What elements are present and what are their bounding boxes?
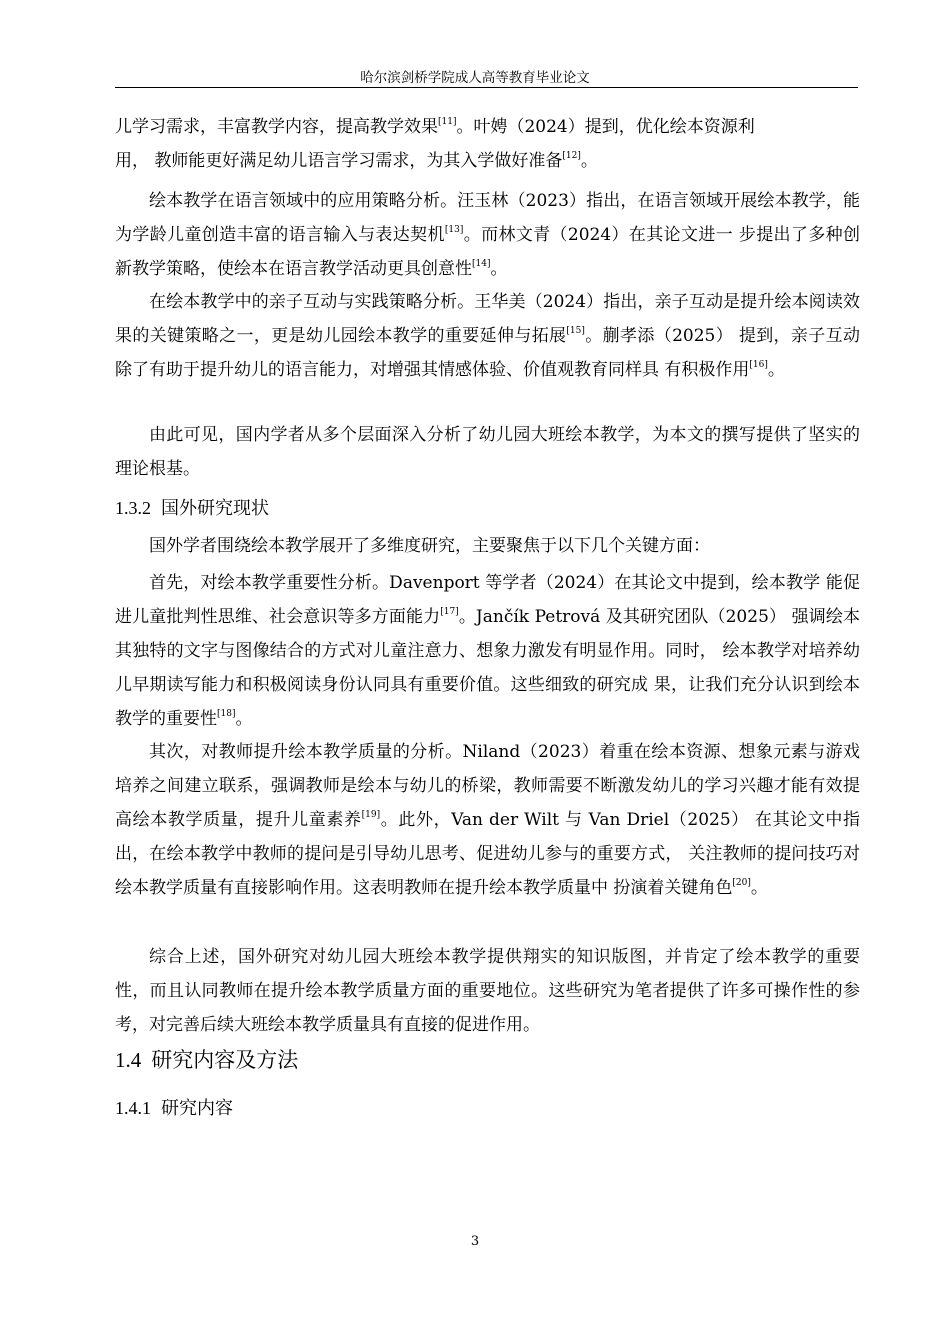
paragraph-5: 国外学者围绕绘本教学展开了多维度研究，主要聚焦于以下几个关键方面： bbox=[149, 536, 710, 556]
section-heading-1-4-1 bbox=[115, 1094, 233, 1120]
text: 。而林文青（2024）在其论文进一 步提出了多种创新教学策略，使绘本在语言教学活动更具创意性 bbox=[115, 225, 861, 279]
heading-number: 1.3.2 bbox=[115, 498, 151, 518]
citation: [12] bbox=[562, 151, 581, 161]
heading-number: 1.4.1 bbox=[115, 1098, 151, 1118]
heading-text: 国外研究现状 bbox=[161, 498, 269, 519]
text: 。蒯孝添（2025） 提到，亲子互动除了有助于提升幼儿的语言能力，对增强其情感体验、价值观教育同样具 有积极作用 bbox=[115, 326, 861, 380]
paragraph-1 bbox=[115, 110, 860, 178]
paragraph-3 bbox=[115, 285, 860, 387]
section-heading-1-4 bbox=[115, 1044, 298, 1074]
text: 绘本教学在语言领域中的应用策略分析。汪玉林（2023）指出，在语言领域开展绘本教学，能为学龄儿童创造丰富的语言输入与表达契机 bbox=[115, 191, 860, 245]
paragraph-4: 由此可见，国内学者从多个层面深入分析了幼儿园大班绘本教学，为本文的撰写提供了坚实的理论根基。 bbox=[115, 425, 860, 479]
text: 。Jančík Petrová 及其研究团队（2025） 强调绘本其独特的文字与图像结合的方式对儿童注意力、想象力激发有明显作用。同时， 绘本教学对培养幼儿早期读写能力和积极阅读身份认同具有重要价值。这些细致的研究成 果，让我们充分认识到绘本教学的重要性 bbox=[115, 607, 860, 729]
paragraph-7 bbox=[115, 735, 860, 905]
citation: [13] bbox=[444, 225, 464, 235]
text: 。 bbox=[580, 151, 598, 171]
heading-text: 研究内容及方法 bbox=[151, 1048, 299, 1072]
citation: [17] bbox=[440, 607, 459, 617]
heading-text: 研究内容 bbox=[161, 1098, 233, 1119]
text: 首先，对绘本教学重要性分析。Davenport 等学者（2024）在其论文中提到，绘本教学 能促进儿童批判性思维、社会意识等多方面能力 bbox=[115, 573, 860, 627]
text: 。 bbox=[235, 709, 253, 729]
paragraph-2 bbox=[115, 184, 860, 286]
running-header: 哈尔滨剑桥学院成人高等教育毕业论文 bbox=[360, 70, 590, 86]
citation: [15] bbox=[566, 326, 585, 336]
citation: [16] bbox=[749, 360, 768, 370]
text: 其次，对教师提升绘本教学质量的分析。Niland（2023）着重在绘本资源、想象元素与游戏培养之间建立联系，强调教师是绘本与幼儿的桥梁，教师需要不断激发幼儿的学习兴趣才能有效提高绘本教学质量，提升儿童素养 bbox=[115, 742, 860, 830]
text: 用， 教师能更好满足幼儿语言学习需求，为其入学做好准备 bbox=[115, 151, 563, 171]
text: 。 bbox=[767, 360, 785, 380]
citation: [18] bbox=[217, 709, 236, 719]
header-divider bbox=[115, 87, 858, 88]
text: 儿学习需求，丰富教学内容，提高教学效果 bbox=[115, 117, 438, 137]
text: 。 bbox=[490, 259, 508, 279]
text: 。 bbox=[750, 878, 768, 898]
section-heading-1-3-2 bbox=[115, 494, 269, 520]
citation: [20] bbox=[732, 878, 751, 888]
text: 。此外，Van der Wilt 与 Van Driel（2025） 在其论文中指出，在绘本教学中教师的提问是引导幼儿思考、促进幼儿参与的重要方式， 关注教师的提问技巧对绘本教学质量有直接影响作用。这表明教师在提升绘本教学质量中 扮演着关键角色 bbox=[115, 810, 860, 898]
page-number: 3 bbox=[470, 1234, 480, 1249]
paragraph-6 bbox=[115, 566, 860, 736]
text: 。叶娉（2024）提到，优化绘本资源利 bbox=[456, 117, 755, 137]
paragraph-8: 综合上述，国外研究对幼儿园大班绘本教学提供翔实的知识版图，并肯定了绘本教学的重要性，而且认同教师在提升绘本教学质量方面的重要地位。这些研究为笔者提供了许多可操作性的参考，对完善后续大班绘本教学质量具有直接的促进作用。 bbox=[115, 947, 860, 1035]
text: 在绘本教学中的亲子互动与实践策略分析。王华美（2024）指出，亲子互动是提升绘本阅读效果的关键策略之一，更是幼儿园绘本教学的重要延伸与拓展 bbox=[115, 292, 860, 346]
citation: [11] bbox=[438, 117, 457, 127]
citation: [19] bbox=[361, 810, 381, 820]
heading-number: 1.4 bbox=[115, 1048, 142, 1072]
citation: [14] bbox=[472, 259, 491, 269]
